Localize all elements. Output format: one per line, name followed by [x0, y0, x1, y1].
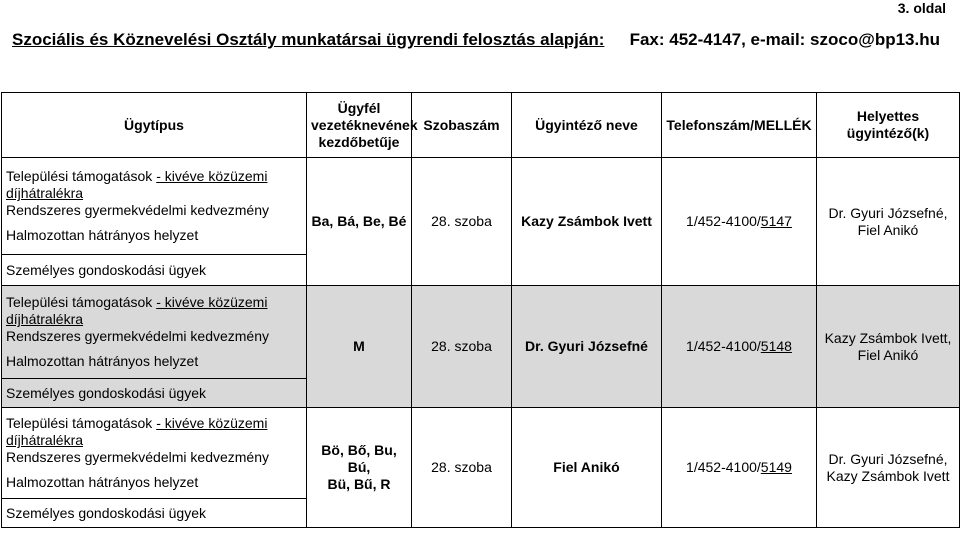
room-cell: 28. szoba [412, 158, 512, 286]
phone-extension: 5149 [760, 459, 792, 475]
column-header-initials: Ügyfél vezetéknevének kezdőbetűje [307, 93, 412, 158]
case-type-personal-care: Személyes gondoskodási ügyek [2, 379, 307, 408]
contact-info: Fax: 452-4147, e-mail: szoco@bp13.hu [629, 30, 940, 49]
case-type-settlement-support: Települési támogatások - kivéve közüzemi díjhátralékra [6, 168, 268, 201]
case-types-cell [2, 286, 307, 379]
case-type-personal-care: Személyes gondoskodási ügyek [2, 499, 307, 528]
phone-cell: 1/452-4100/5147 [662, 158, 817, 286]
table-row [2, 286, 960, 379]
deputy-cell: Dr. Gyuri Józsefné, Fiel Anikó [817, 158, 960, 286]
assignment-table [1, 92, 960, 528]
case-types-cell [2, 158, 307, 255]
table-row [2, 158, 960, 255]
case-type-child-protection: Rendszeres gyermekvédelmi kedvezmény [6, 328, 269, 344]
phone-extension: 5148 [760, 338, 792, 354]
case-type-settlement-support: Települési támogatások - kivéve közüzemi díjhátralékra [6, 415, 268, 448]
deputy-cell: Kazy Zsámbok Ivett, Fiel Anikó [817, 286, 960, 408]
column-header-type: Ügytípus [2, 93, 307, 158]
initials-cell: M [307, 286, 412, 408]
column-header-room: Szobaszám [412, 93, 512, 158]
case-types-cell [2, 408, 307, 499]
page-number: 3. oldal [897, 0, 946, 16]
clerk-cell: Kazy Zsámbok Ivett [512, 158, 662, 286]
document-title: Szociális és Köznevelési Osztály munkatársai ügyrendi felosztás alapján: [12, 30, 605, 49]
case-type-child-protection: Rendszeres gyermekvédelmi kedvezmény [6, 202, 269, 218]
room-cell: 28. szoba [412, 408, 512, 528]
case-type-child-protection: Rendszeres gyermekvédelmi kedvezmény [6, 449, 269, 465]
table-header-row [2, 93, 960, 158]
column-header-deputy: Helyettes ügyintéző(k) [817, 93, 960, 158]
clerk-cell: Fiel Anikó [512, 408, 662, 528]
phone-cell: 1/452-4100/5148 [662, 286, 817, 408]
clerk-cell: Dr. Gyuri Józsefné [512, 286, 662, 408]
phone-cell: 1/452-4100/5149 [662, 408, 817, 528]
column-header-phone: Telefonszám/MELLÉK [662, 93, 817, 158]
case-type-disadvantaged: Halmozottan hátrányos helyzet [6, 227, 199, 243]
column-header-clerk: Ügyintéző neve [512, 93, 662, 158]
case-type-settlement-support: Települési támogatások - kivéve közüzemi díjhátralékra [6, 294, 268, 327]
room-cell: 28. szoba [412, 286, 512, 408]
initials-cell: Ba, Bá, Be, Bé [307, 158, 412, 286]
deputy-cell: Dr. Gyuri Józsefné, Kazy Zsámbok Ivett [817, 408, 960, 528]
initials-cell: Bö, Bő, Bu, Bú, Bü, Bű, R [307, 408, 412, 528]
case-type-disadvantaged: Halmozottan hátrányos helyzet [6, 474, 199, 490]
phone-extension: 5147 [760, 213, 792, 229]
case-type-disadvantaged: Halmozottan hátrányos helyzet [6, 353, 199, 369]
case-type-personal-care: Személyes gondoskodási ügyek [2, 255, 307, 286]
table-row [2, 408, 960, 499]
